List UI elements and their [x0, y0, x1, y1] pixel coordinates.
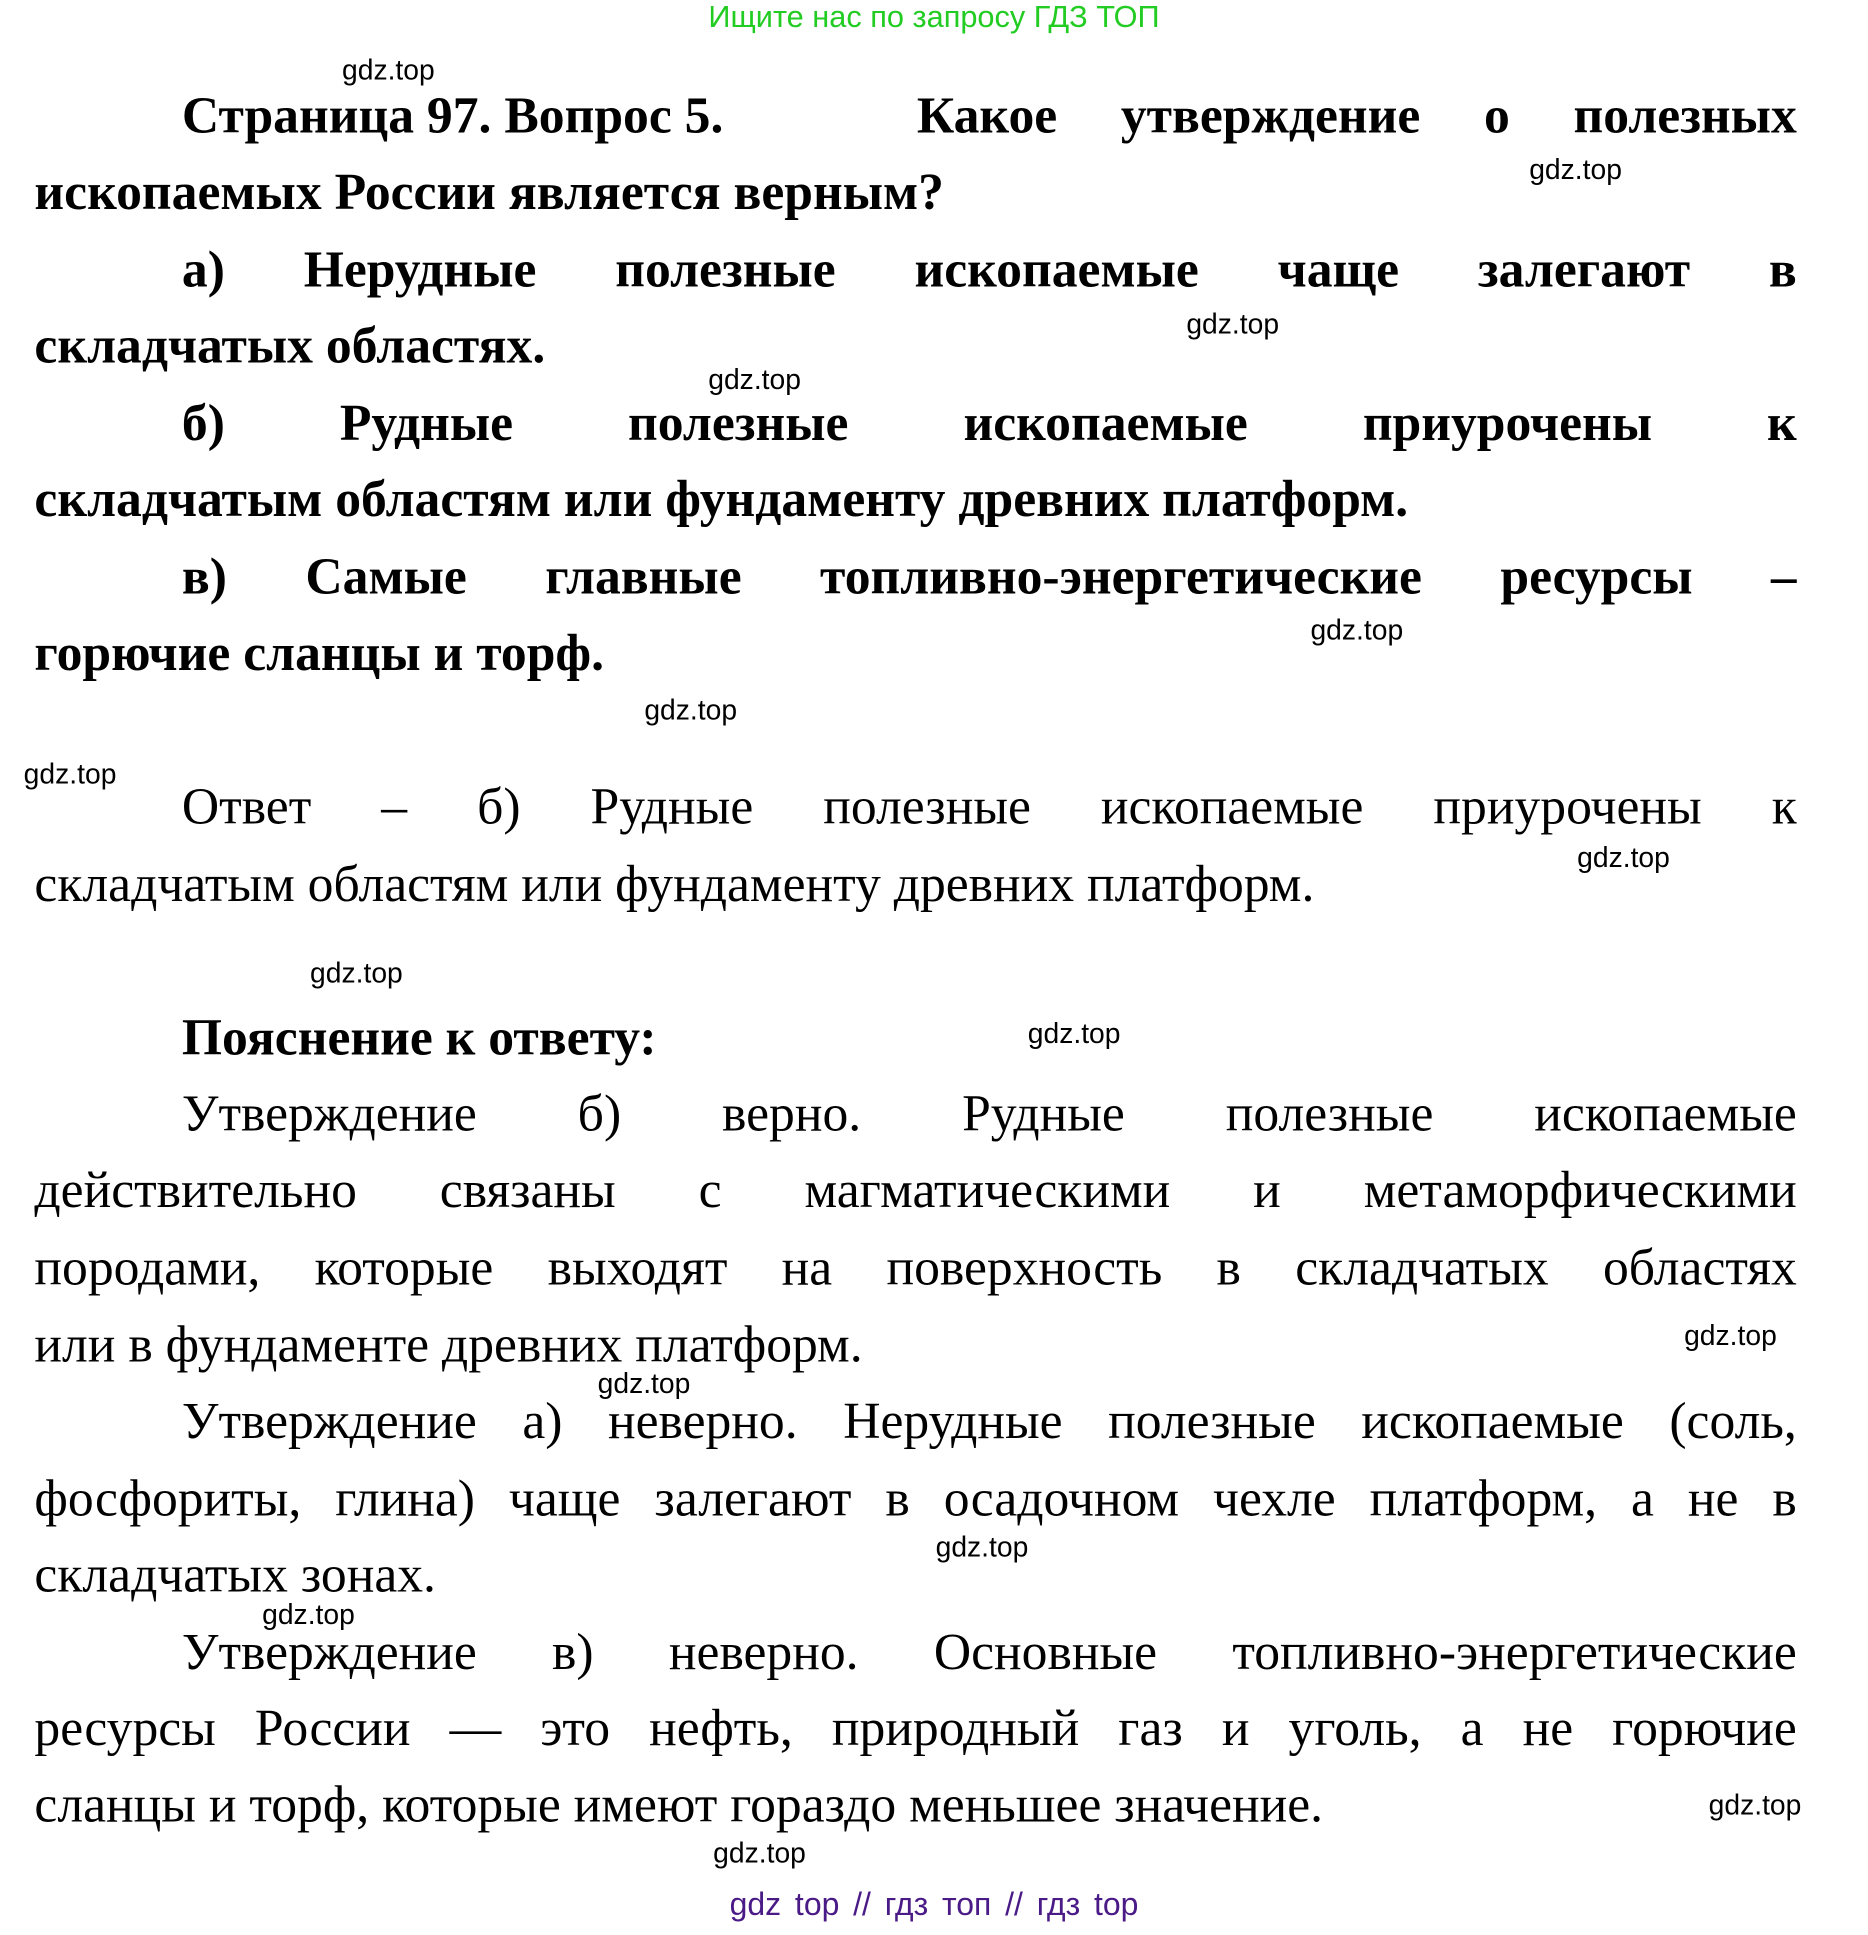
question-title-left: Страница 97. Вопрос 5.	[181, 88, 724, 146]
option-a-line1: а) Нерудные полезные ископаемые чаще залегают в	[181, 242, 1797, 299]
explanation-line: сланцы и торф, которые имеют гораздо меньшее значение.	[34, 1777, 1324, 1834]
explanation-line: Утверждение б) верно. Рудные полезные ископаемые	[181, 1086, 1797, 1143]
explanation-line: или в фундаменте древних платформ.	[34, 1317, 863, 1375]
watermark: gdz.top	[644, 693, 738, 726]
watermark: gdz.top	[597, 1367, 691, 1400]
watermark: gdz.top	[1529, 153, 1622, 185]
search-banner: Ищите нас по запросу ГДЗ ТОП	[708, 0, 1160, 35]
watermark: gdz.top	[1027, 1016, 1121, 1049]
question-title-right: Какое утверждение о полезных	[916, 88, 1797, 146]
watermark: gdz.top	[1310, 613, 1404, 646]
answer-line1: Ответ – б) Рудные полезные ископаемые приурочены к	[181, 779, 1797, 836]
watermark: gdz.top	[1708, 1788, 1802, 1821]
question-title-line2: ископаемых России является верным?	[34, 164, 944, 222]
option-b-line2: складчатым областям или фундаменту древних платформ.	[34, 471, 1409, 529]
footer-links: gdz top // гдз топ // гдз top	[729, 1885, 1139, 1923]
explanation-line: Утверждение а) неверно. Нерудные полезные ископаемые (соль,	[181, 1393, 1797, 1451]
explanation-line: фосфориты, глина) чаще залегают в осадочном чехле платформ, а не в	[34, 1471, 1797, 1528]
watermark: gdz.top	[1186, 307, 1280, 340]
explanation-heading: Пояснение к ответу:	[181, 1010, 657, 1067]
watermark: gdz.top	[935, 1530, 1029, 1563]
watermark: gdz.top	[713, 1836, 806, 1869]
watermark: gdz.top	[1577, 841, 1670, 874]
explanation-line: действительно связаны с магматическими и метаморфическими	[34, 1162, 1797, 1220]
watermark: gdz.top	[341, 53, 435, 86]
watermark: gdz.top	[310, 956, 403, 989]
explanation-line: Утверждение в) неверно. Основные топливно-энергетические	[181, 1624, 1797, 1682]
option-c-line1: в) Самые главные топливно-энергетические ресурсы –	[181, 549, 1797, 606]
watermark: gdz.top	[23, 757, 117, 790]
option-c-line2: горючие сланцы и торф.	[34, 625, 605, 683]
watermark: gdz.top	[708, 363, 801, 396]
option-b-line1: б) Рудные полезные ископаемые приурочены к	[181, 395, 1797, 453]
explanation-line: ресурсы России — это нефть, природный газ и уголь, а не горючие	[34, 1700, 1797, 1758]
explanation-line: складчатых зонах.	[34, 1547, 436, 1604]
option-a-line2: складчатых областях.	[34, 318, 546, 375]
watermark: gdz.top	[1684, 1319, 1777, 1352]
explanation-line: породами, которые выходят на поверхность в складчатых областях	[34, 1240, 1797, 1297]
answer-line2: складчатым областям или фундаменту древних платформ.	[34, 856, 1315, 914]
watermark: gdz.top	[262, 1598, 355, 1631]
